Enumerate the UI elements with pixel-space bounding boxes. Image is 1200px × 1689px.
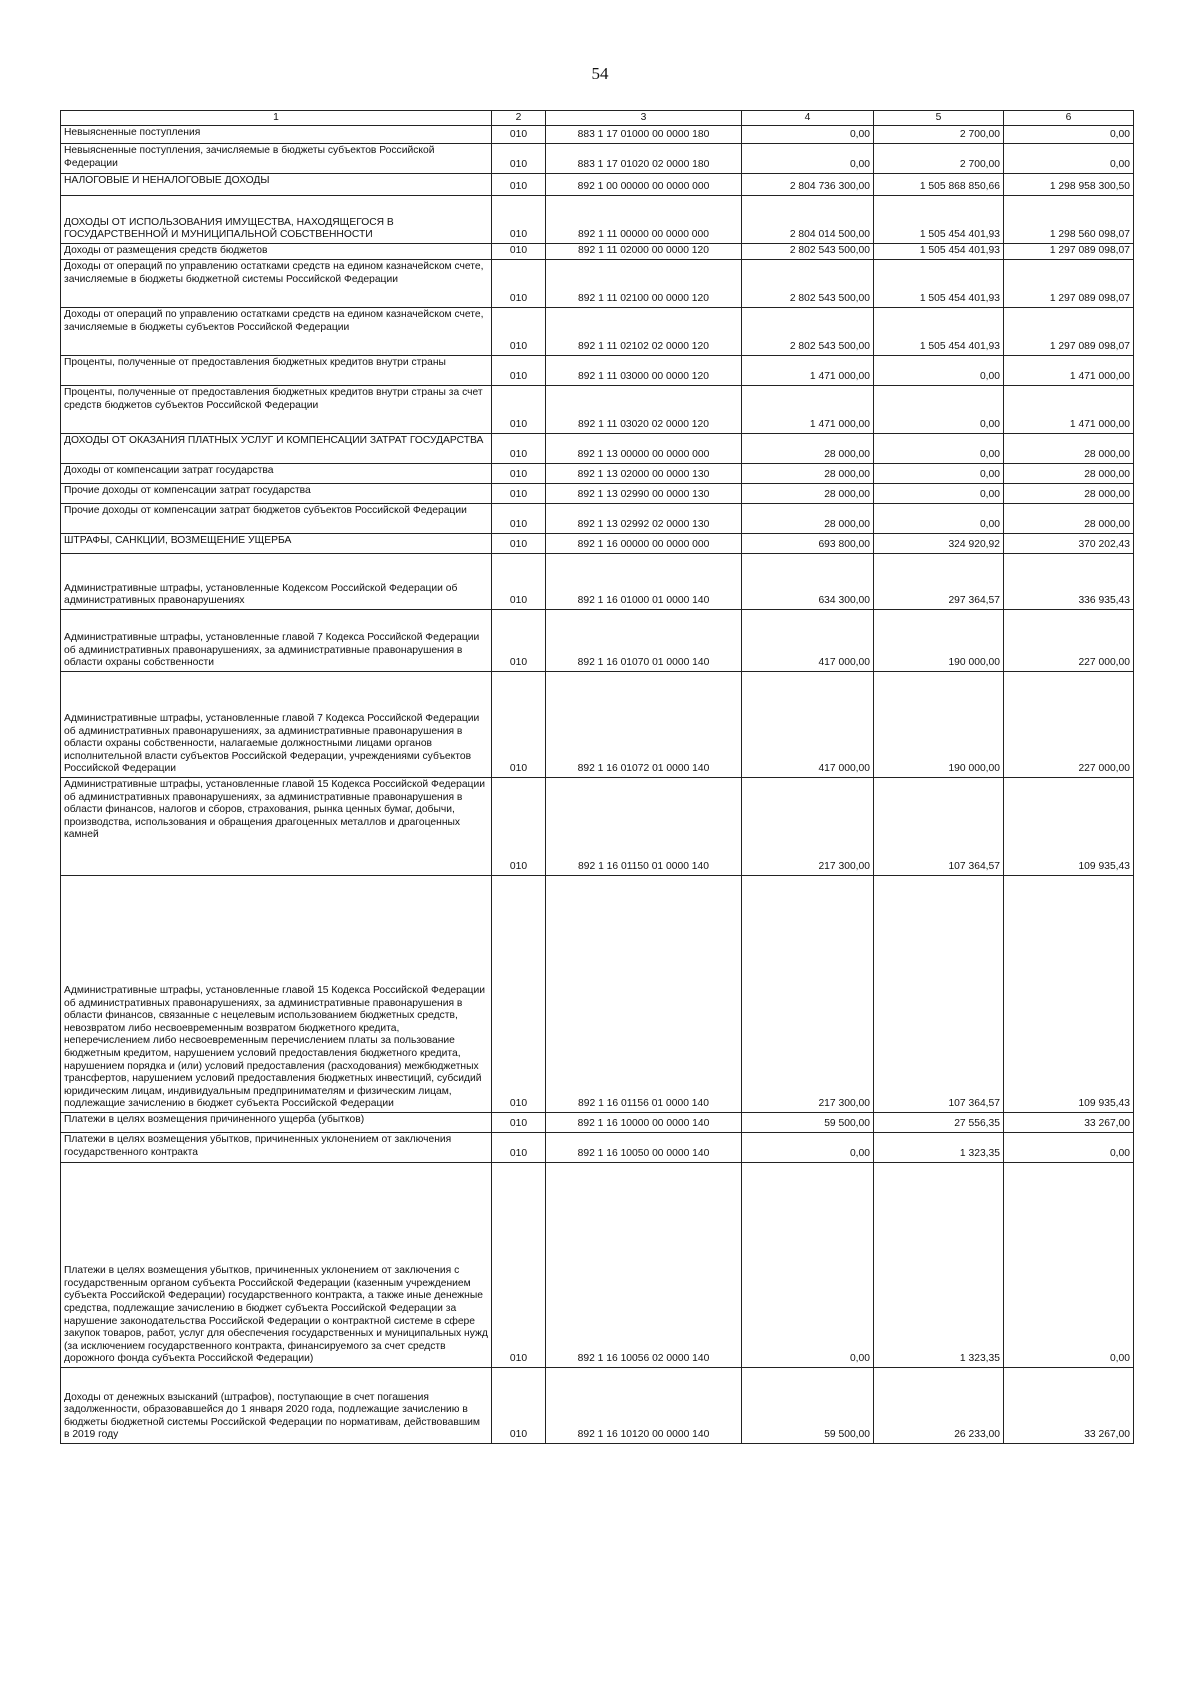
header-col-1: 1 — [61, 111, 492, 126]
row-budget-code: 892 1 16 01150 01 0000 140 — [546, 778, 742, 876]
row-amount-approved: 0,00 — [742, 1163, 874, 1368]
row-name: Прочие доходы от компенсации затрат государства — [61, 484, 492, 504]
row-line-code: 010 — [492, 260, 546, 308]
row-line-code: 010 — [492, 144, 546, 174]
row-amount-executed: 1 323,35 — [874, 1163, 1004, 1368]
row-name: Административные штрафы, установленные главой 15 Кодекса Российской Федерации об административных правонарушениях, за административные правонарушения в области финансов, налогов и сборов, страхования, рынка ценных бумаг, добычи, производства, использования и обращения драгоценных металлов и драгоценных камней — [61, 778, 492, 876]
row-amount-executed: 26 233,00 — [874, 1368, 1004, 1444]
table-row — [61, 1113, 1134, 1133]
row-amount-approved: 2 802 543 500,00 — [742, 260, 874, 308]
row-budget-code: 883 1 17 01000 00 0000 180 — [546, 126, 742, 144]
row-amount-unexecuted: 33 267,00 — [1004, 1113, 1134, 1133]
row-name: Доходы от размещения средств бюджетов — [61, 244, 492, 260]
row-amount-approved: 0,00 — [742, 1133, 874, 1163]
row-name: Невыясненные поступления — [61, 126, 492, 144]
row-amount-executed: 0,00 — [874, 386, 1004, 434]
table-row — [61, 126, 1134, 144]
row-amount-unexecuted: 109 935,43 — [1004, 876, 1134, 1113]
table-row — [61, 504, 1134, 534]
row-name: ШТРАФЫ, САНКЦИИ, ВОЗМЕЩЕНИЕ УЩЕРБА — [61, 534, 492, 554]
row-line-code: 010 — [492, 672, 546, 778]
row-amount-unexecuted: 28 000,00 — [1004, 434, 1134, 464]
row-amount-approved: 2 802 543 500,00 — [742, 308, 874, 356]
row-amount-executed: 190 000,00 — [874, 672, 1004, 778]
row-budget-code: 892 1 13 02992 02 0000 130 — [546, 504, 742, 534]
row-amount-unexecuted: 1 297 089 098,07 — [1004, 260, 1134, 308]
row-budget-code: 892 1 13 02000 00 0000 130 — [546, 464, 742, 484]
revenue-table — [60, 110, 1134, 1444]
table-row — [61, 260, 1134, 308]
row-amount-unexecuted: 0,00 — [1004, 1163, 1134, 1368]
row-budget-code: 892 1 11 03000 00 0000 120 — [546, 356, 742, 386]
row-line-code: 010 — [492, 196, 546, 244]
row-amount-unexecuted: 28 000,00 — [1004, 504, 1134, 534]
row-amount-unexecuted: 0,00 — [1004, 1133, 1134, 1163]
row-amount-approved: 28 000,00 — [742, 484, 874, 504]
row-amount-unexecuted: 28 000,00 — [1004, 464, 1134, 484]
row-amount-approved: 0,00 — [742, 126, 874, 144]
row-name: ДОХОДЫ ОТ ОКАЗАНИЯ ПЛАТНЫХ УСЛУГ И КОМПЕНСАЦИИ ЗАТРАТ ГОСУДАРСТВА — [61, 434, 492, 464]
row-amount-executed: 2 700,00 — [874, 144, 1004, 174]
row-name: Административные штрафы, установленные главой 7 Кодекса Российской Федерации об административных правонарушениях, за административные правонарушения в области охраны собственности — [61, 610, 492, 672]
header-col-6: 6 — [1004, 111, 1134, 126]
row-amount-approved: 1 471 000,00 — [742, 356, 874, 386]
table-row — [61, 610, 1134, 672]
header-col-2: 2 — [492, 111, 546, 126]
row-name: Административные штрафы, установленные главой 15 Кодекса Российской Федерации об административных правонарушениях, за административные правонарушения в области финансов, связанные с нецелевым использованием бюджетных средств, невозвратом либо несвоевременным возвратом бюджетного кредита, неперечислением либо несвоевременным перечислением платы за пользование бюджетным кредитом, нарушением условий предоставления бюджетного кредита, нарушением порядка и (или) условий предоставления (расходования) межбюджетных трансфертов, нарушением условий предоставления бюджетных инвестиций, субсидий юридическим лицам, индивидуальным предпринимателям и физическим лицам, подлежащие зачислению в бюджет субъекта Российской Федерации — [61, 876, 492, 1113]
row-amount-approved: 417 000,00 — [742, 610, 874, 672]
row-amount-approved: 2 804 014 500,00 — [742, 196, 874, 244]
row-amount-unexecuted: 370 202,43 — [1004, 534, 1134, 554]
row-amount-executed: 297 364,57 — [874, 554, 1004, 610]
row-line-code: 010 — [492, 554, 546, 610]
row-amount-executed: 1 505 454 401,93 — [874, 196, 1004, 244]
table-row — [61, 196, 1134, 244]
row-name: Доходы от компенсации затрат государства — [61, 464, 492, 484]
row-name: Платежи в целях возмещения убытков, причиненных уклонением от заключения государственного контракта — [61, 1133, 492, 1163]
row-amount-executed: 190 000,00 — [874, 610, 1004, 672]
row-amount-approved: 28 000,00 — [742, 434, 874, 464]
row-amount-executed: 0,00 — [874, 356, 1004, 386]
row-amount-unexecuted: 28 000,00 — [1004, 484, 1134, 504]
row-amount-approved: 59 500,00 — [742, 1368, 874, 1444]
row-amount-approved: 1 471 000,00 — [742, 386, 874, 434]
row-budget-code: 892 1 16 01156 01 0000 140 — [546, 876, 742, 1113]
row-name: Проценты, полученные от предоставления бюджетных кредитов внутри страны за счет средств бюджетов субъектов Российской Федерации — [61, 386, 492, 434]
table-row — [61, 554, 1134, 610]
table-row — [61, 356, 1134, 386]
header-col-5: 5 — [874, 111, 1004, 126]
row-line-code: 010 — [492, 386, 546, 434]
row-line-code: 010 — [492, 244, 546, 260]
row-amount-executed: 107 364,57 — [874, 876, 1004, 1113]
row-budget-code: 892 1 16 10050 00 0000 140 — [546, 1133, 742, 1163]
row-amount-unexecuted: 227 000,00 — [1004, 610, 1134, 672]
row-name: Доходы от денежных взысканий (штрафов), поступающие в счет погашения задолженности, образовавшейся до 1 января 2020 года, подлежащие зачислению в бюджеты бюджетной системы Российской Федерации по нормативам, действовавшим в 2019 году — [61, 1368, 492, 1444]
row-line-code: 010 — [492, 1113, 546, 1133]
row-amount-executed: 1 505 454 401,93 — [874, 260, 1004, 308]
row-amount-unexecuted: 1 298 560 098,07 — [1004, 196, 1134, 244]
table-row — [61, 484, 1134, 504]
row-name: Проценты, полученные от предоставления бюджетных кредитов внутри страны — [61, 356, 492, 386]
table-row — [61, 876, 1134, 1113]
row-line-code: 010 — [492, 484, 546, 504]
row-amount-executed: 1 505 868 850,66 — [874, 174, 1004, 196]
row-budget-code: 892 1 13 00000 00 0000 000 — [546, 434, 742, 464]
row-amount-unexecuted: 1 471 000,00 — [1004, 356, 1134, 386]
row-amount-executed: 27 556,35 — [874, 1113, 1004, 1133]
row-amount-executed: 0,00 — [874, 484, 1004, 504]
row-amount-executed: 0,00 — [874, 434, 1004, 464]
table-row — [61, 1368, 1134, 1444]
row-line-code: 010 — [492, 1368, 546, 1444]
row-amount-unexecuted: 336 935,43 — [1004, 554, 1134, 610]
row-name: Платежи в целях возмещения убытков, причиненных уклонением от заключения с государственным органом субъекта Российской Федерации (казенным учреждением субъекта Российской Федерации) государственного контракта, а также иные денежные средства, подлежащие зачислению в бюджет субъекта Российской Федерации за нарушение законодательства Российской Федерации о контрактной системе в сфере закупок товаров, работ, услуг для обеспечения государственных и муниципальных нужд (за исключением государственного контракта, финансируемого за счет средств дорожного фонда субъекта Российской Федерации) — [61, 1163, 492, 1368]
row-amount-unexecuted: 1 297 089 098,07 — [1004, 244, 1134, 260]
row-name: Административные штрафы, установленные главой 7 Кодекса Российской Федерации об административных правонарушениях, за административные правонарушения в области охраны собственности, налагаемые должностными лицами органов исполнительной власти субъектов Российской Федерации, учреждениями субъектов Российской Федерации — [61, 672, 492, 778]
row-line-code: 010 — [492, 876, 546, 1113]
row-amount-executed: 0,00 — [874, 504, 1004, 534]
row-amount-unexecuted: 33 267,00 — [1004, 1368, 1134, 1444]
row-amount-approved: 2 804 736 300,00 — [742, 174, 874, 196]
row-amount-approved: 2 802 543 500,00 — [742, 244, 874, 260]
row-amount-unexecuted: 0,00 — [1004, 144, 1134, 174]
row-budget-code: 892 1 16 10056 02 0000 140 — [546, 1163, 742, 1368]
row-amount-unexecuted: 227 000,00 — [1004, 672, 1134, 778]
row-budget-code: 892 1 11 03020 02 0000 120 — [546, 386, 742, 434]
header-row — [61, 111, 1134, 126]
row-amount-unexecuted: 109 935,43 — [1004, 778, 1134, 876]
row-amount-approved: 693 800,00 — [742, 534, 874, 554]
row-amount-executed: 107 364,57 — [874, 778, 1004, 876]
row-budget-code: 892 1 16 00000 00 0000 000 — [546, 534, 742, 554]
table-row — [61, 434, 1134, 464]
row-budget-code: 892 1 13 02990 00 0000 130 — [546, 484, 742, 504]
row-name: Прочие доходы от компенсации затрат бюджетов субъектов Российской Федерации — [61, 504, 492, 534]
row-line-code: 010 — [492, 434, 546, 464]
row-amount-unexecuted: 0,00 — [1004, 126, 1134, 144]
row-amount-executed: 324 920,92 — [874, 534, 1004, 554]
row-amount-approved: 634 300,00 — [742, 554, 874, 610]
table-row — [61, 534, 1134, 554]
row-line-code: 010 — [492, 464, 546, 484]
row-amount-approved: 28 000,00 — [742, 504, 874, 534]
row-amount-approved: 59 500,00 — [742, 1113, 874, 1133]
row-line-code: 010 — [492, 610, 546, 672]
row-budget-code: 892 1 16 01070 01 0000 140 — [546, 610, 742, 672]
row-budget-code: 892 1 11 00000 00 0000 000 — [546, 196, 742, 244]
table-row — [61, 464, 1134, 484]
row-name: Невыясненные поступления, зачисляемые в бюджеты субъектов Российской Федерации — [61, 144, 492, 174]
row-amount-executed: 1 505 454 401,93 — [874, 308, 1004, 356]
row-budget-code: 892 1 11 02000 00 0000 120 — [546, 244, 742, 260]
row-budget-code: 892 1 16 10120 00 0000 140 — [546, 1368, 742, 1444]
row-amount-approved: 28 000,00 — [742, 464, 874, 484]
row-line-code: 010 — [492, 504, 546, 534]
row-amount-executed: 0,00 — [874, 464, 1004, 484]
row-budget-code: 892 1 11 02102 02 0000 120 — [546, 308, 742, 356]
row-budget-code: 892 1 16 01072 01 0000 140 — [546, 672, 742, 778]
row-amount-unexecuted: 1 298 958 300,50 — [1004, 174, 1134, 196]
header-col-4: 4 — [742, 111, 874, 126]
row-line-code: 010 — [492, 356, 546, 386]
row-line-code: 010 — [492, 1163, 546, 1368]
table-row — [61, 174, 1134, 196]
row-amount-approved: 217 300,00 — [742, 876, 874, 1113]
table-row — [61, 244, 1134, 260]
row-name: Доходы от операций по управлению остатками средств на едином казначейском счете, зачисляемые в бюджеты бюджетной системы Российской Федерации — [61, 260, 492, 308]
table-row — [61, 386, 1134, 434]
row-name: Платежи в целях возмещения причиненного ущерба (убытков) — [61, 1113, 492, 1133]
row-line-code: 010 — [492, 308, 546, 356]
row-budget-code: 883 1 17 01020 02 0000 180 — [546, 144, 742, 174]
table-row — [61, 1163, 1134, 1368]
row-budget-code: 892 1 16 10000 00 0000 140 — [546, 1113, 742, 1133]
row-line-code: 010 — [492, 126, 546, 144]
row-name: ДОХОДЫ ОТ ИСПОЛЬЗОВАНИЯ ИМУЩЕСТВА, НАХОДЯЩЕГОСЯ В ГОСУДАРСТВЕННОЙ И МУНИЦИПАЛЬНОЙ СОБСТВЕННОСТИ — [61, 196, 492, 244]
row-amount-executed: 1 505 454 401,93 — [874, 244, 1004, 260]
row-budget-code: 892 1 11 02100 00 0000 120 — [546, 260, 742, 308]
row-amount-executed: 1 323,35 — [874, 1133, 1004, 1163]
row-amount-unexecuted: 1 297 089 098,07 — [1004, 308, 1134, 356]
row-budget-code: 892 1 16 01000 01 0000 140 — [546, 554, 742, 610]
table-row — [61, 672, 1134, 778]
row-line-code: 010 — [492, 778, 546, 876]
row-line-code: 010 — [492, 174, 546, 196]
table-row — [61, 778, 1134, 876]
row-amount-unexecuted: 1 471 000,00 — [1004, 386, 1134, 434]
row-name: Административные штрафы, установленные Кодексом Российской Федерации об административных правонарушениях — [61, 554, 492, 610]
row-name: Доходы от операций по управлению остатками средств на едином казначейском счете, зачисляемые в бюджеты субъектов Российской Федерации — [61, 308, 492, 356]
row-amount-approved: 0,00 — [742, 144, 874, 174]
row-name: НАЛОГОВЫЕ И НЕНАЛОГОВЫЕ ДОХОДЫ — [61, 174, 492, 196]
row-amount-approved: 217 300,00 — [742, 778, 874, 876]
row-line-code: 010 — [492, 1133, 546, 1163]
table-row — [61, 1133, 1134, 1163]
row-amount-approved: 417 000,00 — [742, 672, 874, 778]
table-row — [61, 144, 1134, 174]
row-amount-executed: 2 700,00 — [874, 126, 1004, 144]
row-budget-code: 892 1 00 00000 00 0000 000 — [546, 174, 742, 196]
header-col-3: 3 — [546, 111, 742, 126]
row-line-code: 010 — [492, 534, 546, 554]
page-number: 54 — [591, 64, 609, 83]
table-row — [61, 308, 1134, 356]
